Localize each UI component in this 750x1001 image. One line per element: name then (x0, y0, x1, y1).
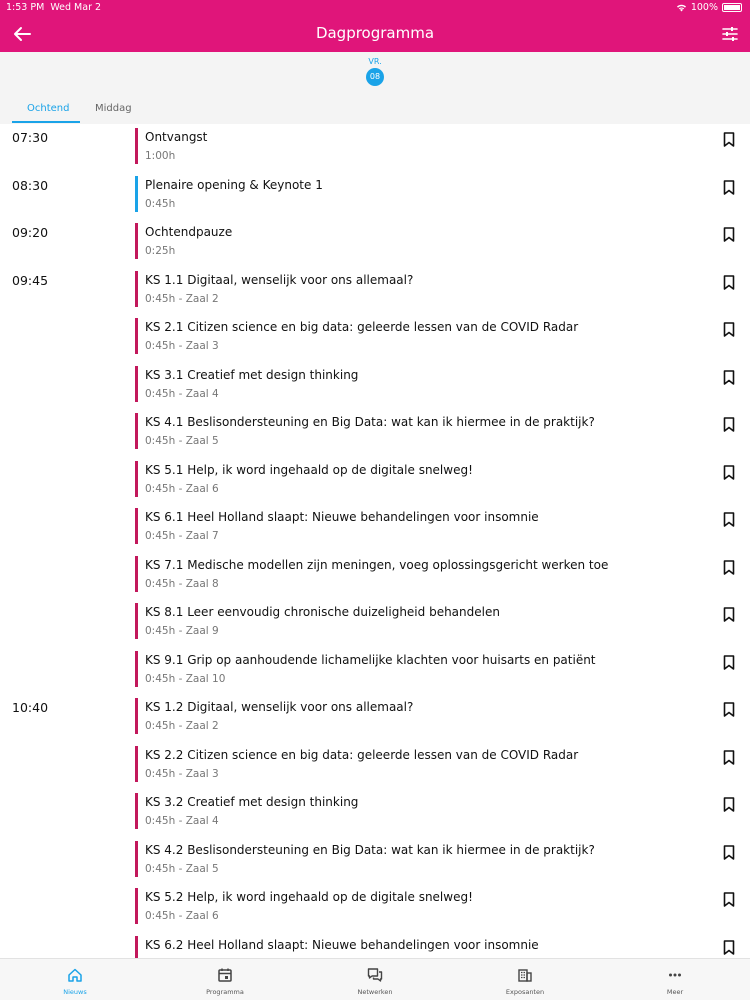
session-title: KS 1.1 Digitaal, wenselijk voor ons allemaal? (145, 272, 414, 287)
session-title: KS 9.1 Grip op aanhoudende lichamelijke klachten voor huisarts en patiënt (145, 652, 596, 667)
nav-netwerken[interactable] (300, 959, 450, 1001)
session-accent-bar (135, 603, 138, 639)
session-subtitle: 0:45h - Zaal 4 (145, 387, 219, 400)
session-accent-bar (135, 936, 138, 959)
session-subtitle: 0:45h - Zaal 5 (145, 435, 219, 447)
session-row[interactable] (0, 837, 750, 885)
session-accent-bar (135, 841, 138, 877)
page-title: Dagprogramma (315, 24, 435, 42)
session-row[interactable] (0, 267, 750, 315)
bookmark-icon[interactable] (723, 655, 735, 670)
bookmark-icon[interactable] (723, 892, 735, 907)
session-title: Ontvangst (145, 130, 208, 144)
nav-nieuws[interactable] (0, 959, 150, 1001)
session-accent-bar (135, 223, 138, 259)
bookmark-icon[interactable] (723, 607, 735, 622)
session-subtitle: 0:45h - Zaal 3 (145, 340, 219, 352)
session-title: KS 8.1 Leer eenvoudig chronische duizeligheid behandelen (145, 605, 500, 619)
more-icon (667, 967, 683, 983)
session-time: 09:45 (12, 272, 49, 288)
bookmark-icon[interactable] (723, 702, 735, 717)
session-subtitle: 1:00h (145, 150, 176, 162)
session-subtitle: 0:25h (145, 245, 176, 257)
day-badge[interactable]: 08 (366, 68, 384, 86)
session-accent-bar (135, 413, 138, 449)
session-row[interactable] (0, 362, 750, 410)
session-title: KS 6.2 Heel Holland slaapt: Nieuwe behandelingen voor insomnie (145, 937, 539, 952)
session-title: Ochtendpauze (145, 225, 233, 239)
nav-row (0, 16, 750, 52)
session-list (0, 124, 750, 958)
session-row[interactable] (0, 172, 750, 220)
nav-label: Nieuws (63, 988, 87, 996)
session-title: KS 4.1 Beslisondersteuning en Big Data: wat kan ik hiermee in de praktijk? (145, 415, 595, 429)
session-subtitle: 0:45h - Zaal 8 (145, 577, 219, 590)
session-accent-bar (135, 461, 138, 497)
session-time: 10:40 (12, 700, 49, 715)
session-accent-bar (135, 698, 138, 734)
bookmark-icon[interactable] (723, 322, 735, 337)
session-accent-bar (135, 793, 138, 829)
nav-exposanten[interactable] (450, 959, 600, 1001)
session-subtitle: 0:45h - Zaal 4 (145, 815, 219, 827)
bookmark-icon[interactable] (723, 180, 735, 195)
daypart-tabs (0, 92, 750, 124)
status-right (676, 2, 742, 13)
session-title: KS 3.2 Creatief met design thinking (145, 795, 359, 809)
session-accent-bar (135, 556, 138, 592)
day-label: VR. (368, 57, 382, 66)
bookmark-icon[interactable] (723, 750, 735, 765)
nav-label: Meer (666, 988, 684, 996)
session-row[interactable] (0, 789, 750, 837)
session-title: KS 7.1 Medische modellen zijn meningen, voeg oplossingsgericht werken toe (145, 557, 609, 572)
tab-middag[interactable]: Middag (95, 103, 132, 114)
session-row[interactable] (0, 932, 750, 959)
session-title: KS 6.1 Heel Holland slaapt: Nieuwe behandelingen voor insomnie (145, 510, 539, 524)
battery-percent: 100% (690, 2, 718, 13)
session-row[interactable] (0, 409, 750, 457)
session-subtitle: 0:45h (145, 197, 176, 210)
session-accent-bar (135, 366, 138, 402)
session-accent-bar (135, 271, 138, 307)
session-accent-bar (135, 508, 138, 544)
session-accent-bar (135, 746, 138, 782)
session-subtitle: 0:45h - Zaal 10 (145, 672, 226, 685)
nav-label: Netwerken (357, 988, 393, 996)
bookmark-icon[interactable] (723, 132, 735, 147)
session-subtitle: 0:45h - Zaal 9 (145, 625, 219, 637)
bookmark-icon[interactable] (723, 560, 735, 575)
app-header (0, 0, 750, 52)
session-row[interactable] (0, 647, 750, 695)
active-tab-indicator (12, 121, 80, 123)
session-time: 07:30 (12, 130, 49, 145)
status-time: 1:53 PM (6, 2, 45, 13)
session-subtitle: 0:45h - Zaal 2 (145, 292, 219, 305)
calendar-icon (217, 967, 233, 983)
session-row[interactable] (0, 504, 750, 552)
session-accent-bar (135, 176, 138, 212)
bottom-tab-bar (0, 958, 750, 1000)
session-row[interactable] (0, 552, 750, 600)
status-date: Wed Mar 2 (50, 2, 102, 13)
session-title: KS 3.1 Creatief met design thinking (145, 367, 359, 382)
chat-icon (367, 967, 383, 983)
building-icon (517, 967, 533, 983)
session-time: 09:20 (12, 225, 49, 240)
session-title: KS 2.2 Citizen science en big data: geleerde lessen van de COVID Radar (145, 747, 579, 762)
bookmark-icon[interactable] (723, 465, 735, 480)
session-title: KS 5.1 Help, ik word ingehaald op de digitale snelweg! (145, 462, 473, 477)
session-row[interactable] (0, 457, 750, 505)
session-title: KS 4.2 Beslisondersteuning en Big Data: wat kan ik hiermee in de praktijk? (145, 842, 595, 857)
battery-icon (722, 3, 742, 12)
bookmark-icon[interactable] (723, 275, 735, 290)
session-title: KS 1.2 Digitaal, wenselijk voor ons allemaal? (145, 700, 414, 714)
session-row[interactable] (0, 742, 750, 790)
home-icon (67, 967, 83, 983)
session-subtitle: 0:45h - Zaal 7 (145, 530, 219, 542)
session-subtitle: 0:45h - Zaal 6 (145, 910, 219, 922)
tab-ochtend[interactable]: Ochtend (27, 103, 70, 114)
session-subtitle: 0:45h - Zaal 2 (145, 720, 219, 732)
session-row[interactable] (0, 694, 750, 742)
nav-programma[interactable] (150, 959, 300, 1001)
session-title: KS 2.1 Citizen science en big data: geleerde lessen van de COVID Radar (145, 320, 579, 334)
status-bar (0, 0, 750, 16)
session-row[interactable] (0, 219, 750, 267)
sliders-icon[interactable] (720, 24, 740, 44)
session-row[interactable] (0, 884, 750, 932)
session-accent-bar (135, 888, 138, 924)
session-title: Plenaire opening & Keynote 1 (145, 177, 323, 192)
bookmark-icon[interactable] (723, 417, 735, 432)
nav-label: Programma (206, 988, 244, 996)
session-accent-bar (135, 128, 138, 164)
bookmark-icon[interactable] (723, 845, 735, 860)
session-subtitle: 0:45h - Zaal 6 (145, 482, 219, 495)
session-subtitle: 0:45h - Zaal 3 (145, 767, 219, 780)
nav-label: Exposanten (505, 988, 545, 996)
session-row[interactable] (0, 124, 750, 172)
session-title: KS 5.2 Help, ik word ingehaald op de digitale snelweg! (145, 890, 473, 904)
status-time-date (6, 2, 101, 13)
session-accent-bar (135, 318, 138, 354)
session-row[interactable] (0, 599, 750, 647)
session-subtitle: 0:45h - Zaal 5 (145, 862, 219, 875)
bookmark-icon[interactable] (723, 797, 735, 812)
nav-meer[interactable] (600, 959, 750, 1001)
session-time: 08:30 (12, 177, 49, 193)
bookmark-icon[interactable] (723, 227, 735, 242)
bookmark-icon[interactable] (723, 370, 735, 385)
session-accent-bar (135, 651, 138, 687)
session-row[interactable] (0, 314, 750, 362)
bookmark-icon[interactable] (723, 512, 735, 527)
bookmark-icon[interactable] (723, 940, 735, 955)
wifi-icon (676, 3, 687, 12)
